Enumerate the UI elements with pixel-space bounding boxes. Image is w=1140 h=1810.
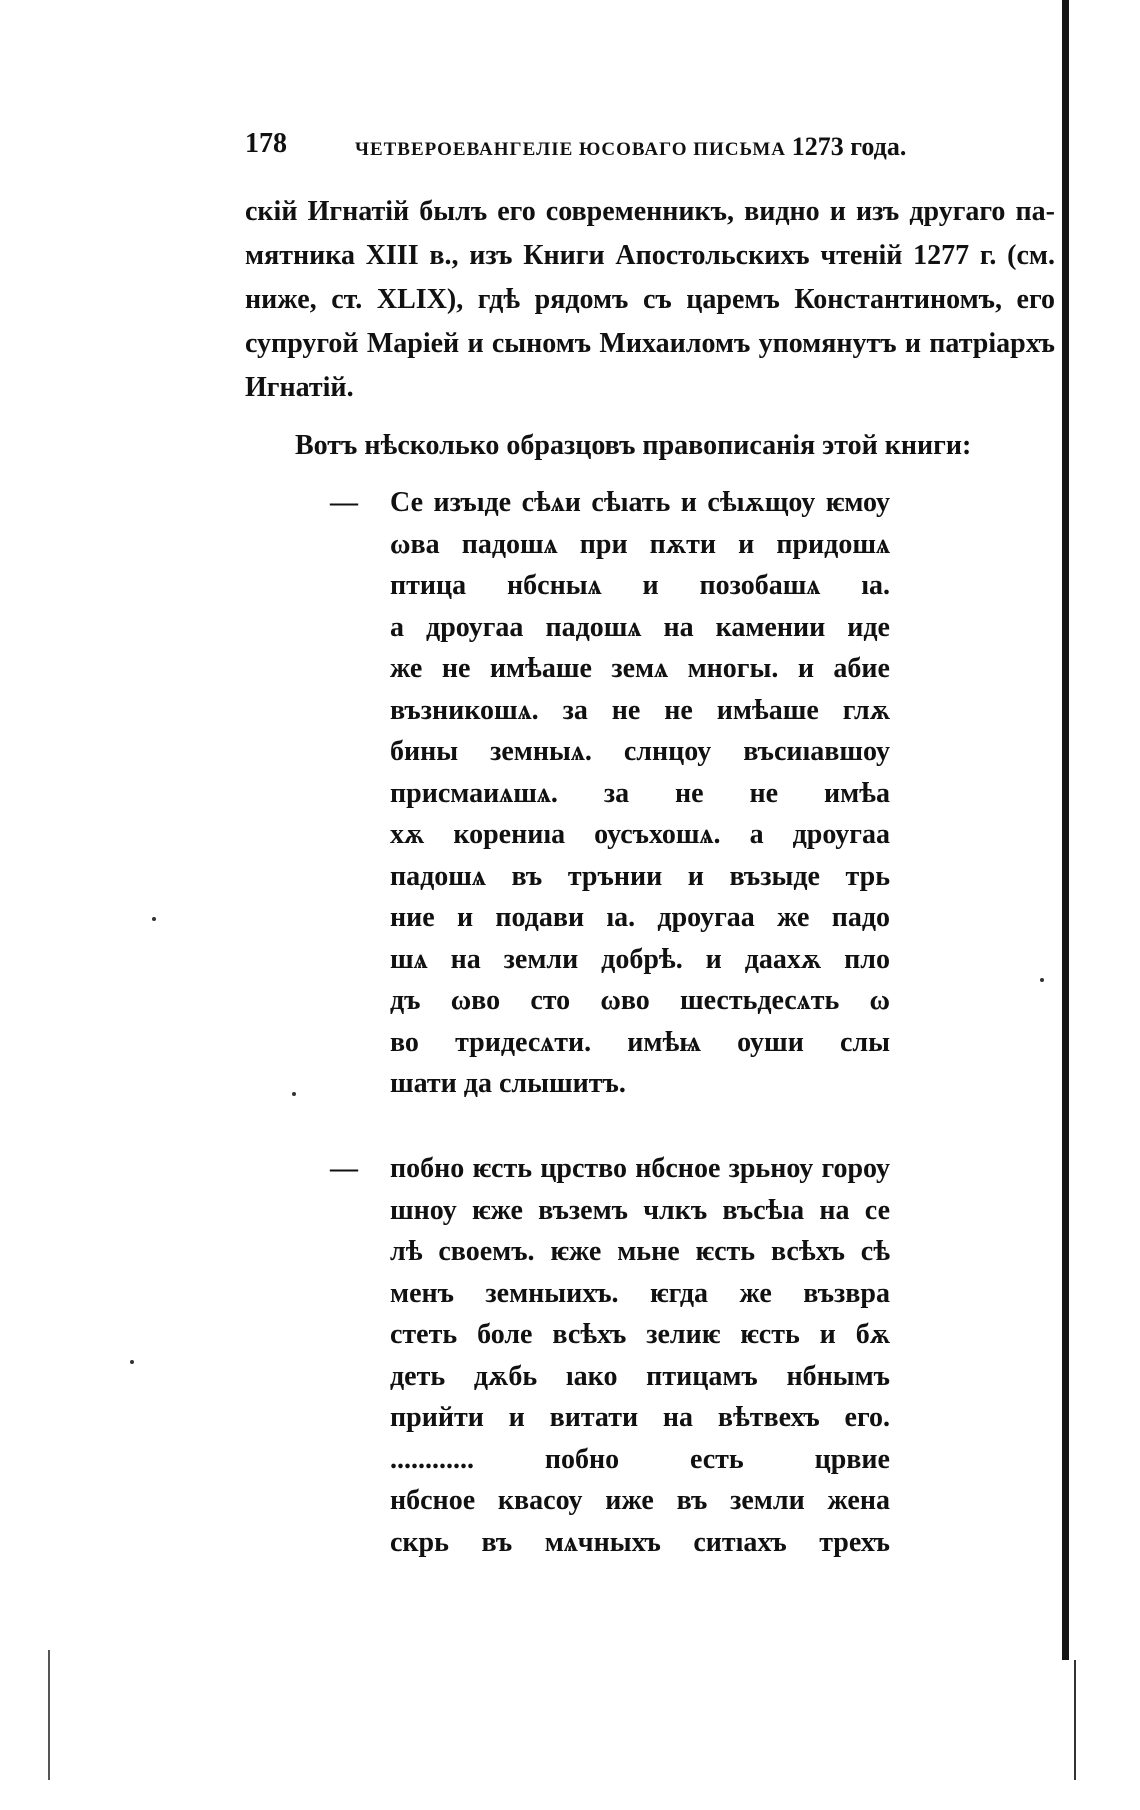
running-head — [245, 128, 965, 164]
running-title-text: ЧЕТВЕРОЕВАНГЕЛІЕ ЮСОВАГО ПИСЬМА — [355, 139, 787, 160]
scan-speck — [152, 917, 156, 921]
body-paragraph — [245, 190, 1055, 410]
sample-line: присмаиѧшѧ. за не не имѣа — [390, 777, 890, 809]
sample-lines — [390, 482, 890, 1105]
sample-line: деть дѫбь ıако птицамъ нбнымъ — [390, 1360, 890, 1392]
sample-line: стеть боле всѣхъ зелиѥ ѥсть и бѫ — [390, 1319, 890, 1350]
scan-speck — [130, 1360, 134, 1364]
sample-line: хѫ корениıа оусъхошѧ. а дроугаа — [390, 819, 890, 850]
sample-line: нбсное квасоу иже въ земли жена — [390, 1485, 890, 1516]
sample-line: падошѧ въ трънии и възыде трь — [390, 860, 890, 892]
scan-speck — [292, 1092, 296, 1096]
paragraph-line: ниже, ст. XLIX), гдѣ рядомъ съ царемъ Константиномъ, его — [245, 284, 1055, 315]
sample-lines — [390, 1148, 890, 1563]
scan-edge-shadow — [1062, 0, 1069, 1660]
paragraph-line: мятника XIII в., изъ Книги Апостольскихъ чтеній 1277 г. (см. — [245, 240, 1055, 271]
sample-line: же не имѣаше земѧ многы. и абие — [390, 653, 890, 684]
sample-line: възникошѧ. за не не имѣаше глѫ — [390, 694, 890, 726]
scan-speck — [1040, 978, 1044, 982]
running-title-year: 1273 года. — [791, 132, 907, 161]
sample-line: шѧ на земли добрѣ. и даахѫ пло — [390, 943, 890, 975]
sample-line: птица нбсныѧ и позобашѧ ıа. — [390, 570, 890, 601]
sample-line: Се изъıде сѣѧи сѣıать и сѣıѫщоу ѥмоу — [390, 487, 890, 518]
scan-edge-line-left — [48, 1650, 50, 1780]
sample-line: а дроугаа падошѧ на камении иде — [390, 611, 890, 643]
sample-line: бины земныѧ. слнцоу въсиıавшоу — [390, 736, 890, 767]
running-title — [355, 132, 906, 162]
sample-line: дъ ωво сто ωво шестьдесѧть ω — [390, 985, 890, 1016]
sample-line: ............ пoбно есть црвие — [390, 1443, 890, 1475]
sample-line: прийти и витати на вѣтвехъ его. — [390, 1402, 890, 1433]
page-number: 178 — [245, 128, 287, 159]
sample-line: ние и подави ıа. дроугаа же падо — [390, 902, 890, 933]
sample-dash: — — [330, 487, 358, 518]
sample-line: ωва падошѧ при пѫти и придошѧ — [390, 528, 890, 560]
sample-line: пoбно ѥсть црство нбсное зрьноу гороу — [390, 1153, 890, 1184]
paragraph-line: скій Игнатій былъ его современникъ, видно и изъ другаго па- — [245, 196, 1055, 227]
sample-line: шноу ѥже въземъ члкъ въсѣıа на се — [390, 1194, 890, 1226]
sample-dash: — — [330, 1153, 358, 1184]
sample-line: скрь въ мѧчныхъ ситıахъ трехъ — [390, 1526, 890, 1558]
sample-line: менъ земныихъ. ѥгда же възвра — [390, 1277, 890, 1309]
sample-line: лѣ своемъ. ѥже мьне ѥсть всѣхъ сѣ — [390, 1236, 890, 1267]
sample-line: шати да слышитъ. — [390, 1068, 626, 1099]
paragraph-line: Игнатій. — [245, 372, 354, 403]
paragraph-line: супругой Маріей и сыномъ Михаиломъ упомянутъ и патріархъ — [245, 328, 1055, 359]
samples-intro: Вотъ нѣсколько образцовъ правописанія этой книги: — [295, 430, 972, 461]
scan-edge-line — [1074, 1660, 1076, 1780]
sample-line: во тридесѧти. имѣѩ оуши слы — [390, 1026, 890, 1058]
